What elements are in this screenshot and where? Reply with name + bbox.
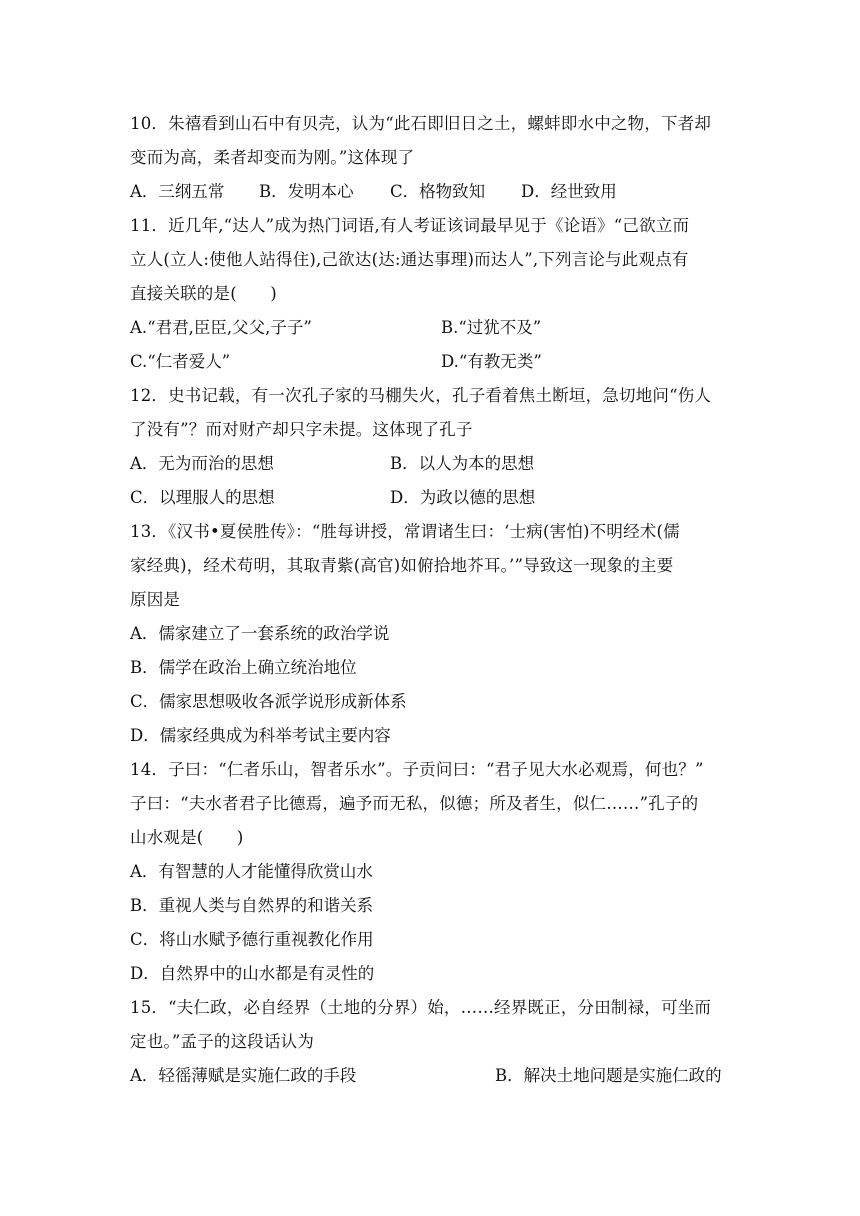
option-d: D.“有教无类”: [441, 352, 542, 371]
option-c: C．将山水赋予德行重视教化作用: [130, 930, 374, 949]
option-a: A．轻徭薄赋是实施仁政的手段: [130, 1066, 357, 1085]
option-a: A．三纲五常: [130, 182, 225, 201]
option-a: A.“君君,臣臣,父父,子子”: [130, 318, 312, 337]
option-b: B．发明本心: [259, 182, 354, 201]
question-text: 变而为高，柔者却变而为刚。”这体现了: [130, 148, 415, 167]
question-text: 13．《汉书•夏侯胜传》：“胜每讲授，常谓诸生曰：‘士病(害怕)不明经术(儒: [130, 522, 680, 541]
question-text: 12．史书记载，有一次孔子家的马棚失火，孔子看着焦土断垣，急切地问“伤人: [130, 386, 712, 405]
option-a: A．有智慧的人才能懂得欣赏山水: [130, 862, 373, 881]
option-d: D．自然界中的山水都是有灵性的: [130, 964, 375, 983]
option-b: B．重视人类与自然界的和谐关系: [130, 896, 374, 915]
question-text: 15．“夫仁政，必自经界（土地的分界）始，……经界既正，分田制禄，可坐而: [130, 998, 712, 1017]
option-d: D．经世致用: [521, 182, 617, 201]
question-text: 定也。”孟子的这段话认为: [130, 1032, 315, 1051]
question-text: 直接关联的是( ): [130, 284, 277, 303]
option-a: A．儒家建立了一套系统的政治学说: [130, 624, 390, 643]
option-c: C．以理服人的思想: [130, 488, 275, 507]
question-text: 山水观是( ): [130, 828, 244, 847]
option-c: C．格物致知: [390, 182, 486, 201]
question-text: 11．近几年,“达人”成为热门词语,有人考证该词最早见于《论语》“己欲立而: [130, 216, 690, 235]
option-b: B．解决土地问题是实施仁政的: [495, 1066, 722, 1085]
question-text: 家经典)，经术苟明，其取青紫(高官)如俯拾地芥耳。’”导致这一现象的主要: [130, 556, 674, 575]
option-d: D．儒家经典成为科举考试主要内容: [130, 726, 391, 745]
option-a: A．无为而治的思想: [130, 454, 274, 473]
question-text: 原因是: [130, 590, 181, 609]
question-text: 了没有”？而对财产却只字未提。这体现了孔子: [130, 420, 473, 439]
question-text: 10．朱禧看到山石中有贝壳，认为“此石即旧日之土，螺蚌即水中之物，下者却: [130, 114, 712, 133]
question-text: 14．子曰：“仁者乐山，智者乐水”。子贡问曰：“君子见大水必观焉，何也？”: [130, 760, 704, 779]
option-c: C．儒家思想吸收各派学说形成新体系: [130, 692, 407, 711]
option-b: B.“过犹不及”: [441, 318, 542, 337]
option-b: B．儒学在政治上确立统治地位: [130, 658, 357, 677]
question-text: 子曰：“夫水者君子比德焉，遍予而无私，似德；所及者生，似仁……”孔子的: [130, 794, 699, 813]
question-text: 立人(立人:使他人站得住),己欲达(达:通达事理)而达人”,下列言论与此观点有: [130, 250, 689, 269]
option-d: D．为政以德的思想: [390, 488, 536, 507]
option-c: C.“仁者爱人”: [130, 352, 231, 371]
option-b: B．以人为本的思想: [390, 454, 535, 473]
